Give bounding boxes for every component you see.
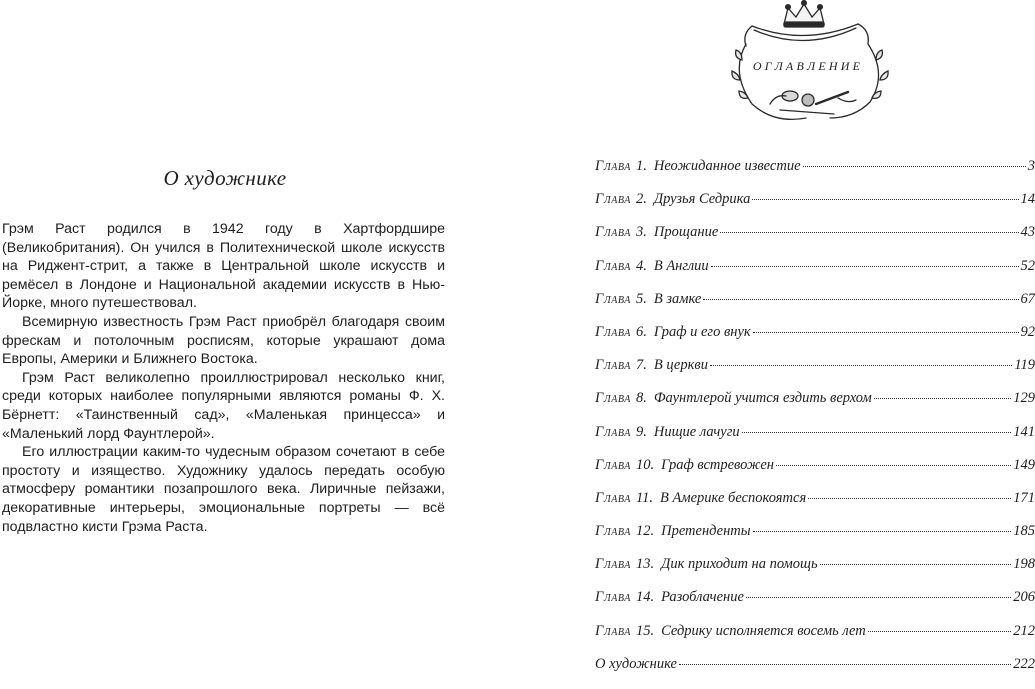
toc-entry	[595, 324, 1035, 357]
toc-chapter-label: Глава	[595, 556, 631, 573]
toc-entry	[595, 523, 1035, 556]
toc-chapter-title: Разоблачение	[661, 589, 744, 606]
toc-page-number: 185	[1013, 523, 1035, 540]
toc-chapter-number: 1.	[636, 158, 647, 175]
toc-chapter-label: Глава	[595, 324, 631, 341]
toc-dot-leader	[703, 299, 1018, 300]
toc-chapter-title: Прощание	[654, 224, 718, 241]
toc-page-number: 129	[1013, 390, 1035, 407]
toc-dot-leader	[753, 332, 1019, 333]
toc-entry	[595, 490, 1035, 523]
toc-chapter-number: 4.	[636, 258, 647, 275]
toc-dot-leader	[720, 232, 1018, 233]
about-artist-heading: О художнике	[0, 166, 450, 191]
toc-chapter-number: 6.	[636, 324, 647, 341]
toc-chapter-label: Глава	[595, 589, 631, 606]
about-paragraph: Его иллюстрации каким-то чудесным образом сочетают в себе простоту и изящество. Художнику удалось передать особую атмосферу романтики позапрошлого века. Лиричные пейзажи, декоративные интерьеры, эмоциональные портреты — всё подвластно кисти Грэма Раста.	[2, 443, 445, 536]
toc-dot-leader	[752, 199, 1018, 200]
contents-heading: ОГЛАВЛЕНИЕ	[730, 59, 886, 74]
table-of-contents	[595, 158, 1035, 689]
toc-chapter-title: Граф встревожен	[661, 457, 774, 474]
toc-dot-leader	[776, 465, 1011, 466]
toc-entry	[595, 424, 1035, 457]
toc-chapter-number: 5.	[636, 291, 647, 308]
toc-chapter-title: Нищие лачуги	[654, 424, 740, 441]
toc-dot-leader	[753, 531, 1012, 532]
contents-emblem	[730, 0, 920, 130]
toc-chapter-title: Друзья Седрика	[654, 191, 751, 208]
toc-entry	[595, 158, 1035, 191]
toc-chapter-number: 12.	[636, 523, 654, 540]
toc-chapter-title: В Америке беспокоятся	[660, 490, 806, 507]
toc-chapter-number: 15.	[636, 623, 654, 640]
toc-chapter-label: Глава	[595, 158, 631, 175]
toc-chapter-label: Глава	[595, 490, 631, 507]
toc-chapter-label: Глава	[595, 357, 631, 374]
toc-chapter-number: 2.	[636, 191, 647, 208]
toc-dot-leader	[710, 365, 1012, 366]
toc-page-number: 206	[1013, 589, 1035, 606]
toc-chapter-number: 11.	[636, 490, 653, 507]
toc-dot-leader	[874, 398, 1012, 399]
toc-chapter-label: Глава	[595, 457, 631, 474]
toc-page-number: 52	[1021, 258, 1035, 275]
toc-dot-leader	[803, 166, 1026, 167]
toc-chapter-title: Дик приходит на помощь	[661, 556, 818, 573]
toc-dot-leader	[820, 564, 1012, 565]
toc-entry	[595, 556, 1035, 589]
toc-chapter-title: В церкви	[654, 357, 708, 374]
toc-chapter-title: В Англии	[654, 258, 709, 275]
toc-dot-leader	[808, 498, 1011, 499]
toc-entry	[595, 258, 1035, 291]
toc-page-number: 3	[1028, 158, 1035, 175]
toc-chapter-title: Неожиданное известие	[654, 158, 801, 175]
right-page	[580, 0, 1035, 677]
toc-dot-leader	[746, 597, 1011, 598]
toc-chapter-label: Глава	[595, 623, 631, 640]
about-paragraph: Грэм Раст великолепно проиллюстрировал несколько книг, среди которых наиболее популярными являются романы Ф. Х. Бёрнетт: «Таинственный сад», «Маленькая принцесса» и «Маленький лорд Фаунтлерой».	[2, 369, 445, 443]
toc-dot-leader	[711, 266, 1019, 267]
toc-page-number: 141	[1013, 424, 1035, 441]
toc-entry	[595, 589, 1035, 622]
toc-entry	[595, 191, 1035, 224]
toc-entry	[595, 224, 1035, 257]
toc-chapter-label: Глава	[595, 424, 631, 441]
toc-page-number: 43	[1021, 224, 1035, 241]
toc-page-number: 119	[1014, 357, 1035, 374]
toc-page-number: 149	[1013, 457, 1035, 474]
toc-chapter-label: Глава	[595, 523, 631, 540]
toc-chapter-label: Глава	[595, 191, 631, 208]
toc-entry	[595, 623, 1035, 656]
toc-chapter-title: Претенденты	[661, 523, 751, 540]
toc-chapter-label: Глава	[595, 390, 631, 407]
toc-dot-leader	[679, 664, 1011, 665]
toc-page-number: 171	[1013, 490, 1035, 507]
toc-chapter-number: 7.	[636, 357, 647, 374]
toc-chapter-title: Фаунтлерой учится ездить верхом	[654, 390, 872, 407]
toc-page-number: 222	[1013, 656, 1035, 673]
toc-entry	[595, 656, 1035, 689]
toc-entry	[595, 390, 1035, 423]
toc-dot-leader	[868, 631, 1011, 632]
toc-page-number: 67	[1021, 291, 1035, 308]
toc-chapter-number: 10.	[636, 457, 654, 474]
toc-chapter-number: 14.	[636, 589, 654, 606]
toc-chapter-title: Седрику исполняется восемь лет	[661, 623, 866, 640]
toc-entry	[595, 457, 1035, 490]
toc-chapter-title: Граф и его внук	[654, 324, 751, 341]
toc-chapter-number: 3.	[636, 224, 647, 241]
about-paragraph: Грэм Раст родился в 1942 году в Хартфордшире (Великобритания). Он учился в Политехнической школе искусств на Риджент-стрит, а также в Центральной школе искусств и ремёсел в Лондоне и Национальной академии искусств в Нью-Йорке, много путешествовал.	[2, 220, 445, 313]
left-page	[0, 0, 470, 677]
toc-entry	[595, 291, 1035, 324]
toc-chapter-number: 13.	[636, 556, 654, 573]
toc-entry	[595, 357, 1035, 390]
toc-chapter-label: Глава	[595, 291, 631, 308]
toc-page-number: 92	[1021, 324, 1035, 341]
toc-chapter-title: О художнике	[595, 656, 677, 673]
toc-chapter-number: 8.	[636, 390, 647, 407]
toc-chapter-number: 9.	[636, 424, 647, 441]
about-artist-text	[2, 220, 445, 536]
toc-page-number: 14	[1021, 191, 1035, 208]
toc-chapter-label: Глава	[595, 224, 631, 241]
about-paragraph: Всемирную известность Грэм Раст приобрёл благодаря своим фрескам и потолочным росписям, которые украшают дома Европы, Америки и Ближнего Востока.	[2, 313, 445, 369]
toc-page-number: 212	[1013, 623, 1035, 640]
toc-chapter-title: В замке	[654, 291, 702, 308]
toc-dot-leader	[742, 432, 1012, 433]
toc-chapter-label: Глава	[595, 258, 631, 275]
toc-page-number: 198	[1013, 556, 1035, 573]
